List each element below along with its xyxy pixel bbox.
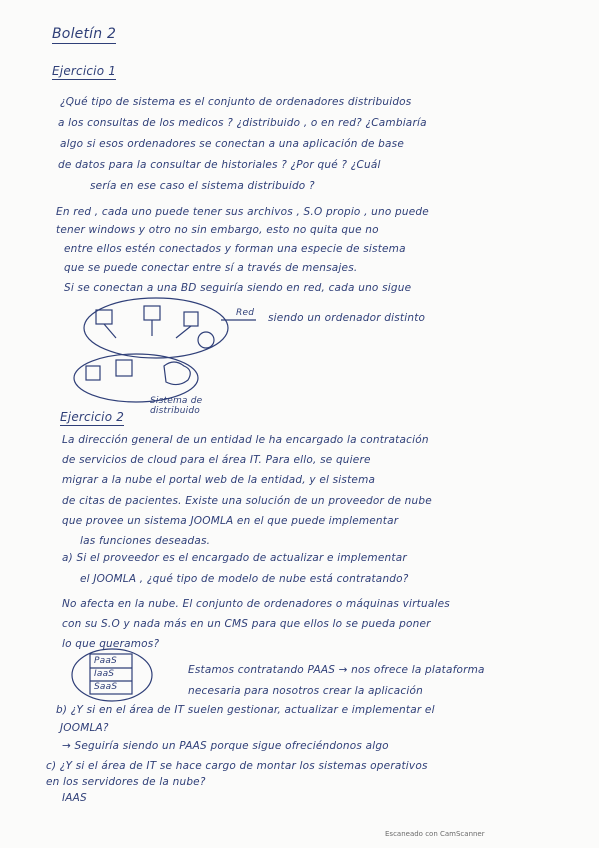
ex2-answer-a-line: necesaria para nosotros crear la aplicación (188, 685, 423, 697)
ex2-c-line: c) ¿Y si el área de IT se hace cargo de montar los sistemas operativos (46, 760, 428, 772)
stack-label-paas: PaaS (94, 656, 117, 666)
ex2-b-line: JOOMLA? (60, 722, 109, 734)
ex2-text-line: migrar a la nube el portal web de la entidad, y el sistema (62, 474, 376, 486)
ex1-question-line: algo si esos ordenadores se conectan a una aplicación de base (60, 138, 404, 150)
stack-label-saas: SaaS (94, 682, 118, 692)
ex1-answer-line: que se puede conectar entre sí a través de mensajes. (64, 262, 358, 274)
ex2-b-line: → Seguiría siendo un PAAS porque sigue ofreciéndonos algo (62, 740, 389, 752)
sketch-label-bd: Sistema de distribuido (150, 396, 203, 416)
network-sketch (56, 290, 256, 410)
page-title: Boletín 2 (52, 26, 117, 42)
ex2-question-line: a) Si el proveedor es el encargado de actualizar e implementar (62, 552, 407, 564)
exercise-1-heading: Ejercicio 1 (52, 64, 117, 78)
ex2-text-line: que provee un sistema JOOMLA en el que puede implementar (62, 515, 399, 527)
ex1-answer-line: Si se conectan a una BD seguiría siendo en red, cada uno sigue (64, 282, 412, 294)
ex2-b-line: b) ¿Y si en el área de IT suelen gestionar, actualizar e implementar el (56, 704, 435, 716)
ex1-question-line: ¿Qué tipo de sistema es el conjunto de ordenadores distribuidos (60, 96, 412, 108)
ex1-question-line: de datos para la consultar de historiales ? ¿Por qué ? ¿Cuál (58, 159, 381, 171)
sketch-label-red: Red (236, 308, 255, 318)
cloud-stack-sketch (70, 646, 160, 704)
ex1-question-line: sería en ese caso el sistema distribuido ? (90, 180, 315, 192)
ex2-text-line: las funciones deseadas. (80, 535, 211, 547)
ex1-question-line: a los consultas de los medicos ? ¿distribuido , o en red? ¿Cambiaría (58, 117, 427, 129)
ex1-answer-line: tener windows y otro no sin embargo, esto no quita que no (56, 224, 379, 236)
ex2-question-line: el JOOMLA , ¿qué tipo de modelo de nube está contratando? (80, 573, 409, 585)
ex2-question-line: con su S.O y nada más en un CMS para que ellos lo se pueda poner (62, 618, 431, 630)
ex1-answer-line: siendo un ordenador distinto (268, 312, 426, 324)
ex2-text-line: de servicios de cloud para el área IT. Para ello, se quiere (62, 454, 371, 466)
ex2-question-line: No afecta en la nube. El conjunto de ordenadores o máquinas virtuales (62, 598, 450, 610)
scanner-watermark: Escaneado con CamScanner (385, 830, 485, 838)
ex2-answer-a-line: Estamos contratando PAAS → nos ofrece la plataforma (188, 664, 485, 676)
ex2-text-line: La dirección general de un entidad le ha encargado la contratación (62, 434, 429, 446)
ex2-text-line: de citas de pacientes. Existe una solución de un proveedor de nube (62, 495, 432, 507)
ex2-c-line: IAAS (62, 792, 87, 804)
ex2-c-line: en los servidores de la nube? (46, 776, 206, 788)
ex2-question-line: lo que queramos? (62, 638, 160, 650)
ex1-answer-line: En red , cada uno puede tener sus archivos , S.O propio , uno puede (56, 206, 429, 218)
exercise-2-heading: Ejercicio 2 (60, 410, 125, 424)
stack-label-iaas: IaaS (94, 669, 115, 679)
ex1-answer-line: entre ellos estén conectados y forman una especie de sistema (64, 243, 406, 255)
